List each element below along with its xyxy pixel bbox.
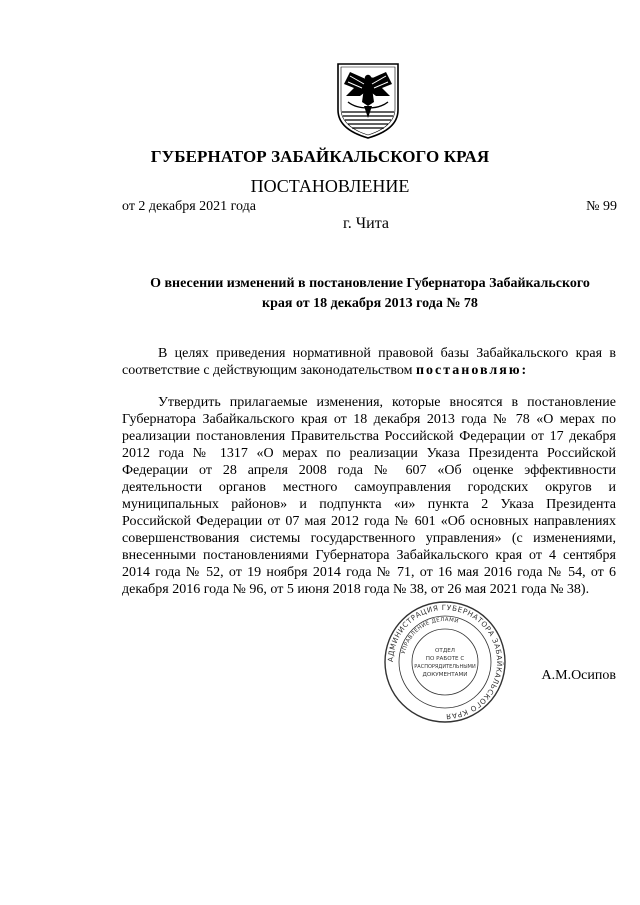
stamp-inner-text: УПРАВЛЕНИЕ ДЕЛАМИ [400,616,460,655]
preamble-paragraph [122,345,616,379]
main-paragraph [122,394,616,598]
document-date: от 2 декабря 2021 года [122,199,256,214]
document-type: ПОСТАНОВЛЕНИЕ [250,176,410,196]
stamp-center-line-4: ДОКУМЕНТАМИ [422,672,468,678]
official-stamp [383,600,507,724]
stamp-center-line-3: РАСПОРЯДИТЕЛЬНЫМИ [414,664,476,670]
preamble-text: В целях приведения нормативной правовой базы Забайкальского края в соответствие с действующим законодательством [122,346,616,378]
preamble-keyword: постановляю: [415,363,529,378]
subject-line-1: О внесении изменений в постановление Губернатора Забайкальского [150,276,590,291]
signatory-name: А.М.Осипов [541,668,616,683]
stamp-center-line-2: ПО РАБОТЕ С [425,656,465,662]
document-subject [120,274,620,314]
coat-of-arms-emblem [330,62,406,140]
document-city: г. Чита [342,215,389,232]
subject-line-2: края от 18 декабря 2013 года № 78 [262,296,478,311]
stamp-center-line-1: ОТДЕЛ [435,648,455,654]
main-text: Утвердить прилагаемые изменения, которые вносятся в постановление Губернатора Забайкальского края от 18 декабря 2013 года № 78 «О мерах по реализации постановления Правительства Российской Федерации от 17 декабря 2012 года № 1317 «О мерах по реализации Указа Президента Российской Федерации от 28 апреля 2008 года № 607 «Об оценке эффективности деятельности органов местного самоуправления городских округов и муниципальных районов» и подпункта «и» пункта 2 Указа Президента Российской Федерации от 07 мая 2012 года № 601 «Об основных направлениях совершенствования системы государственного управления» (с изменениями, внесенными постановлениями Губернатора Забайкальского края от 4 сентября 2014 года № 52, от 19 ноября 2014 года № 71, от 16 мая 2016 года № 54, от 6 декабря 2016 года № 96, от 5 июня 2018 года № 38, от 26 мая 2021 года № 38). [122,395,616,597]
stamp-outer-text: АДМИНИСТРАЦИЯ ГУБЕРНАТОРА ЗАБАЙКАЛЬСКОГО КРАЯ [385,602,505,722]
document-number: № 99 [586,199,617,214]
issuing-authority: ГУБЕРНАТОР ЗАБАЙКАЛЬСКОГО КРАЯ [150,147,490,166]
